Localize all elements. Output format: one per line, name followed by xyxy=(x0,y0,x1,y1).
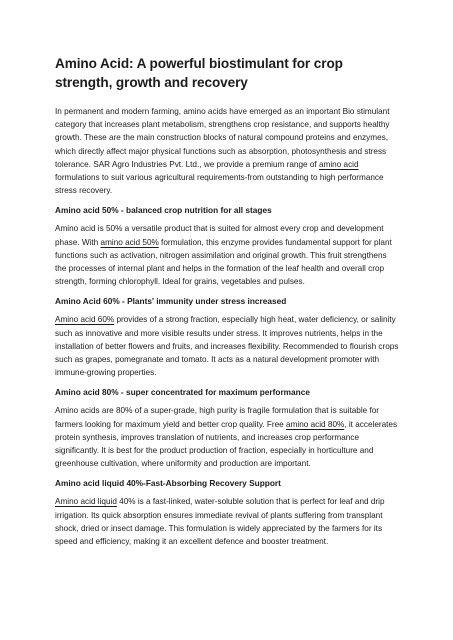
section-heading-60: Amino Acid 60% - Plants' immunity under stress increased xyxy=(55,296,287,307)
section-text-end: formulation, this enzyme provides fundamental support for plant functions such as activation, nitrogen assimilation and original growth. This fruit strengthens the processes of internal plant and helps in the formation of the leaf health and overall crop strength, forming chlorophyll. Ideal for grains, vegetables and pulses. xyxy=(55,237,392,287)
intro-text: In permanent and modern farming, amino acids have emerged as an important Bio stimulant category that increases plant metabolism, strengthens crop resistance, and supports healthy growth. These are the main construction blocks of natural compound proteins and enzymes, which directly affect major physical functions such as absorption, photosynthesis and stress tolerance. SAR Agro Industries Pvt. Ltd., we provide a premium range of xyxy=(55,107,390,169)
section-text: Amino acid is 50% a versatile product that is suited for almost every crop and development phase. With xyxy=(55,224,384,247)
section-paragraph-80 xyxy=(55,404,399,470)
intro-text-end: formulations to suit various agricultural requirements-from outstanding to high performance stress recovery. xyxy=(55,173,384,196)
section-text-end: , it accelerates protein synthesis, improves translation of nutrients, and increases crop performance significantly. It is best for the product production of fraction, especially in horticulture and greenhouse cultivation, where uniformity and production are important. xyxy=(55,419,398,469)
section-heading-liquid-40: Amino acid liquid 40%-Fast-Absorbing Recovery Support xyxy=(55,478,281,489)
amino-acid-80-link[interactable]: amino acid 80% xyxy=(286,419,345,429)
section-heading-80: Amino acid 80% - super concentrated for maximum performance xyxy=(55,387,310,398)
section-paragraph-60 xyxy=(55,313,399,379)
section-text-end: provides of a strong fraction, especially high heat, water deficiency, or salinity such as innovative and more visible results under stress. It improves nutrients, helps in the installation of better flowers and fruits, and increases flexibility. Recommended to flourish crops such as grapes, pomegranate and tomato. It acts as a natural development promoter with immune-growing properties. xyxy=(55,315,399,378)
page-title: Amino Acid: A powerful biostimulant for crop strength, growth and recovery xyxy=(55,56,343,90)
section-paragraph-50 xyxy=(55,222,399,288)
amino-acid-link[interactable]: amino acid xyxy=(318,159,359,169)
section-text: Amino acids are 80% of a super-grade, high purity is fragile formulation that is suitable for farmers looking for maximum yield and better crop quality. Free xyxy=(55,406,380,429)
amino-acid-liquid-link[interactable]: Amino acid liquid xyxy=(55,497,117,507)
section-heading-50: Amino acid 50% - balanced crop nutrition for all stages xyxy=(55,205,272,216)
intro-paragraph xyxy=(55,105,399,197)
amino-acid-60-link[interactable]: Amino acid 60% xyxy=(55,315,115,325)
section-text-end: 40% is a fast-linked, water-soluble solution that is perfect for leaf and drip irrigation. Its quick absorption ensures immediate revival of plants suffering from transplant shock, dried or insect damage. This formulation is widely appreciated by the farmers for its speed and efficiency, making it an excellent defence and booster treatment. xyxy=(55,497,385,547)
section-paragraph-liquid-40 xyxy=(55,495,399,548)
amino-acid-50-link[interactable]: amino acid 50% xyxy=(100,237,159,247)
